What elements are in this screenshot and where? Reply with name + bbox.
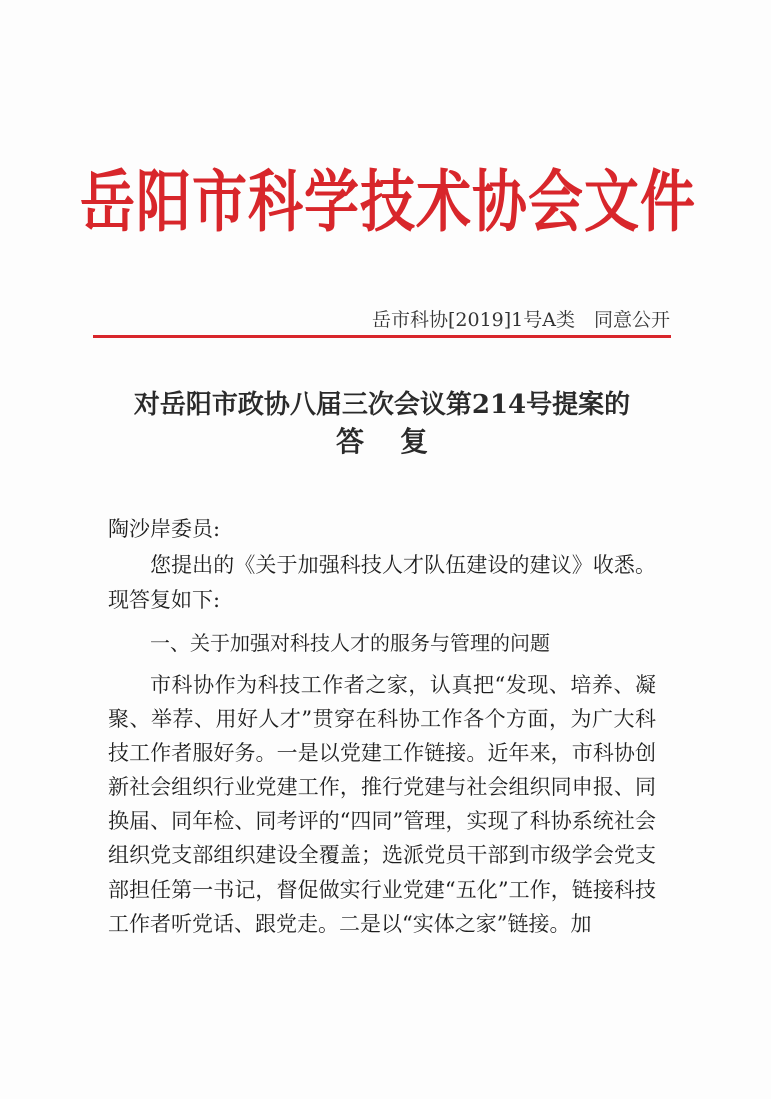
reply-title-line2: 答复: [335, 425, 464, 458]
document-number: 岳市科协[2019]1号A类 同意公开: [372, 309, 670, 331]
section1-heading: 一、关于加强对科技人才的服务与管理的问题: [150, 631, 550, 655]
document-header-title: 岳阳市科学技术协会文件: [80, 162, 697, 241]
salutation: 陶沙岸委员:: [108, 517, 221, 541]
header-red-divider: [93, 335, 671, 338]
reply-title-line1: 对岳阳市政协八届三次会议第214号提案的: [133, 390, 631, 420]
section1-body: 市科协作为科技工作者之家，认真把“发现、培养、凝聚、举荐、用好人才”贯穿在科协工作各个方面，为广大科技工作者服好务。一是以党建工作链接。近年来，市科协创新社会组织行业党建工作，推行党建与社会组织同申报、同换届、同年检、同考评的“四同”管理，实现了科协系统社会组织党支部组织建设全覆盖；选派党员干部到市级学会党支部担任第一书记，督促做实行业党建“五化”工作，链接科技工作者听党话、跟党走。二是以“实体之家”链接。加: [108, 673, 656, 936]
intro-paragraph: 您提出的《关于加强科技人才队伍建设的建议》收悉。现答复如下:: [108, 553, 656, 612]
